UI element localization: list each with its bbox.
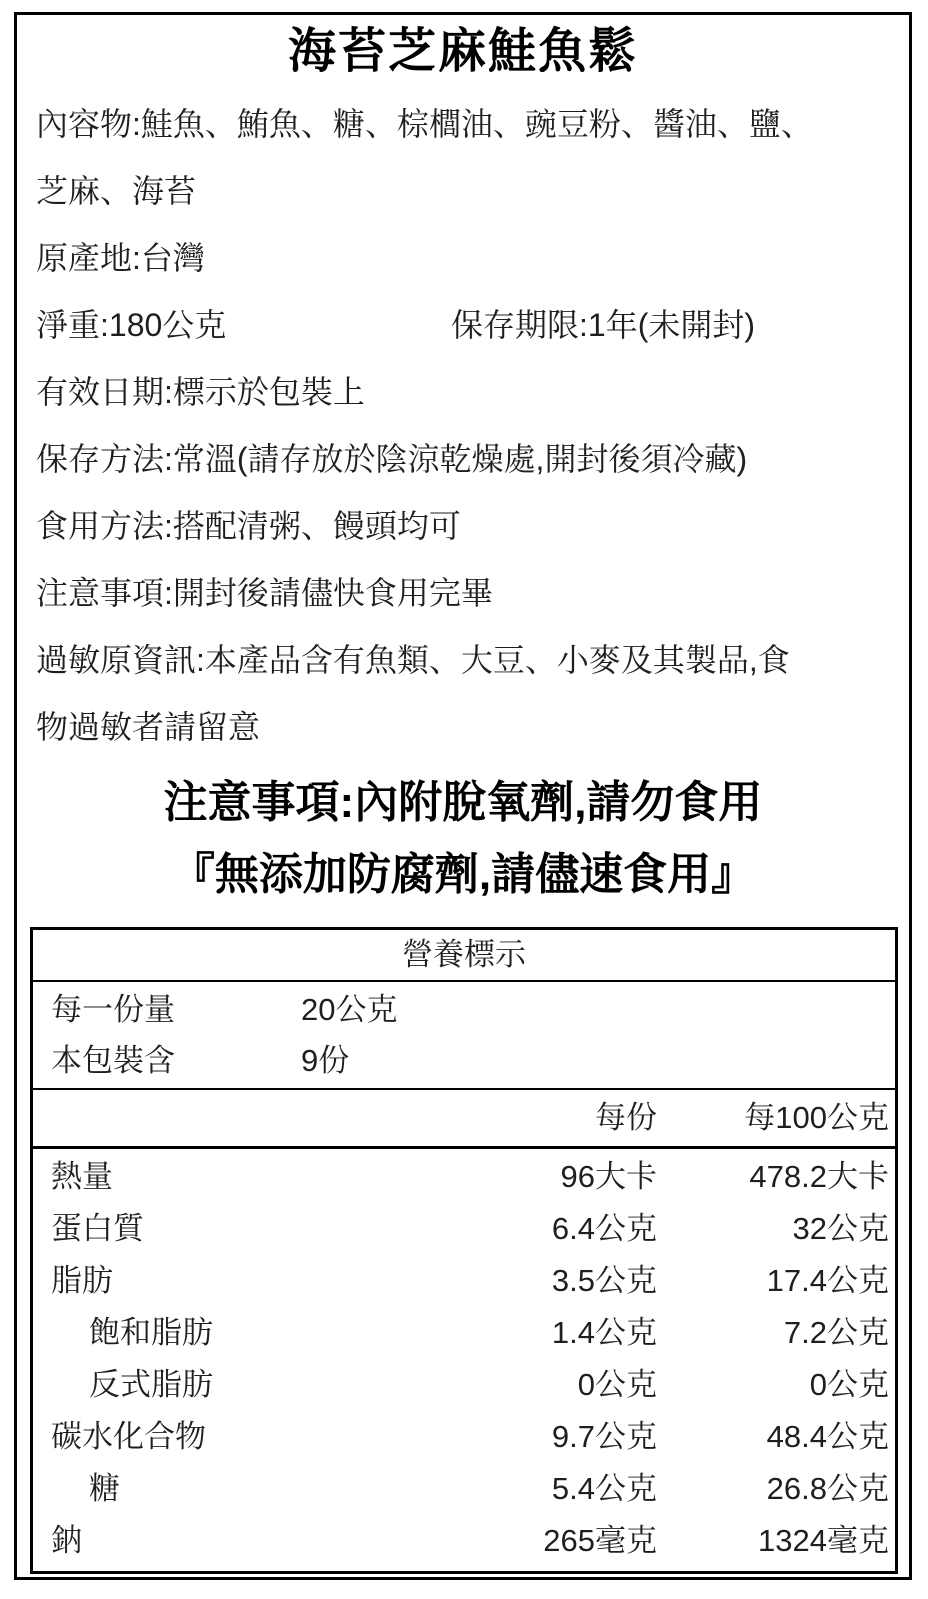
serving-size-value: 20公克 — [301, 992, 398, 1027]
table-row-sodium — [33, 1515, 895, 1567]
per-100g-value: 7.2公克 — [783, 1315, 889, 1350]
nutrition-table — [30, 927, 898, 1574]
caution-line: 注意事項:開封後請儘快食用完畢 — [36, 575, 493, 611]
per-serving-value: 96大卡 — [560, 1159, 657, 1194]
nutrient-label: 脂肪 — [51, 1263, 113, 1298]
serving-size-label: 每一份量 — [51, 992, 175, 1027]
per-serving-value: 265毫克 — [543, 1523, 657, 1558]
origin-line: 原產地:台灣 — [36, 240, 205, 276]
table-row-sugar — [33, 1463, 895, 1515]
serving-size-row — [33, 984, 895, 1035]
nutrition-column-headers — [33, 1090, 895, 1149]
per-serving-value: 9.7公克 — [551, 1419, 657, 1454]
ingredients-line-2: 芝麻、海苔 — [36, 173, 197, 209]
servings-per-package-value: 9份 — [301, 1043, 350, 1078]
storage-method-line: 保存方法:常溫(請存放於陰涼乾燥處,開封後須冷藏) — [36, 441, 748, 477]
nutrient-label: 碳水化合物 — [51, 1419, 206, 1454]
nutrition-table-title: 營養標示 — [33, 930, 895, 982]
column-header-spacer — [33, 1090, 467, 1146]
nutrient-label: 鈉 — [51, 1523, 82, 1558]
weight-shelf-life-line — [36, 292, 899, 359]
per-100g-value: 48.4公克 — [766, 1419, 889, 1454]
per-100g-column-header: 每100公克 — [744, 1100, 889, 1135]
table-row-fat — [33, 1255, 895, 1307]
per-serving-value: 6.4公克 — [551, 1211, 657, 1246]
warning-line-1: 注意事項:內附脫氧劑,請勿食用 — [163, 778, 763, 827]
product-title: 海苔芝麻鮭魚鬆 — [287, 25, 638, 78]
per-100g-value: 32公克 — [792, 1211, 889, 1246]
per-100g-value: 26.8公克 — [766, 1471, 889, 1506]
table-row-calories — [33, 1151, 895, 1203]
nutrient-label: 蛋白質 — [51, 1211, 144, 1246]
serving-info-section — [33, 982, 895, 1090]
product-info-section — [17, 91, 909, 761]
nutrient-label: 糖 — [89, 1471, 120, 1506]
per-100g-value: 1324毫克 — [758, 1523, 889, 1558]
per-serving-value: 1.4公克 — [551, 1315, 657, 1350]
nutrient-label: 熱量 — [51, 1159, 113, 1194]
product-label — [14, 12, 912, 1580]
per-100g-value: 478.2大卡 — [749, 1159, 889, 1194]
table-row-trans-fat — [33, 1359, 895, 1411]
per-100g-value: 17.4公克 — [766, 1263, 889, 1298]
net-weight-text: 淨重:180公克 — [36, 307, 227, 343]
warning-line-2: 『無添加防腐劑,請儘速食用』 — [170, 850, 756, 899]
warning-notice — [17, 767, 909, 911]
servings-per-package-label: 本包裝含 — [51, 1043, 175, 1078]
allergen-line-2: 物過敏者請留意 — [36, 709, 261, 745]
servings-per-package-row — [33, 1035, 895, 1086]
table-row-protein — [33, 1203, 895, 1255]
nutrient-label: 反式脂肪 — [89, 1367, 213, 1402]
table-row-carbohydrate — [33, 1411, 895, 1463]
per-100g-value: 0公克 — [809, 1367, 889, 1402]
nutrition-rows — [33, 1149, 895, 1571]
shelf-life-text: 保存期限:1年(未開封) — [451, 307, 756, 343]
nutrient-label: 飽和脂肪 — [89, 1315, 213, 1350]
per-serving-column-header: 每份 — [595, 1100, 657, 1135]
table-row-saturated-fat — [33, 1307, 895, 1359]
usage-method-line: 食用方法:搭配清粥、饅頭均可 — [36, 508, 461, 544]
allergen-line-1: 過敏原資訊:本產品含有魚類、大豆、小麥及其製品,食 — [36, 642, 790, 678]
expiry-date-line: 有效日期:標示於包裝上 — [36, 374, 365, 410]
ingredients-line-1: 內容物:鮭魚、鮪魚、糖、棕櫚油、豌豆粉、醬油、鹽、 — [36, 106, 813, 142]
per-serving-value: 0公克 — [577, 1367, 657, 1402]
per-serving-value: 3.5公克 — [551, 1263, 657, 1298]
per-serving-value: 5.4公克 — [551, 1471, 657, 1506]
